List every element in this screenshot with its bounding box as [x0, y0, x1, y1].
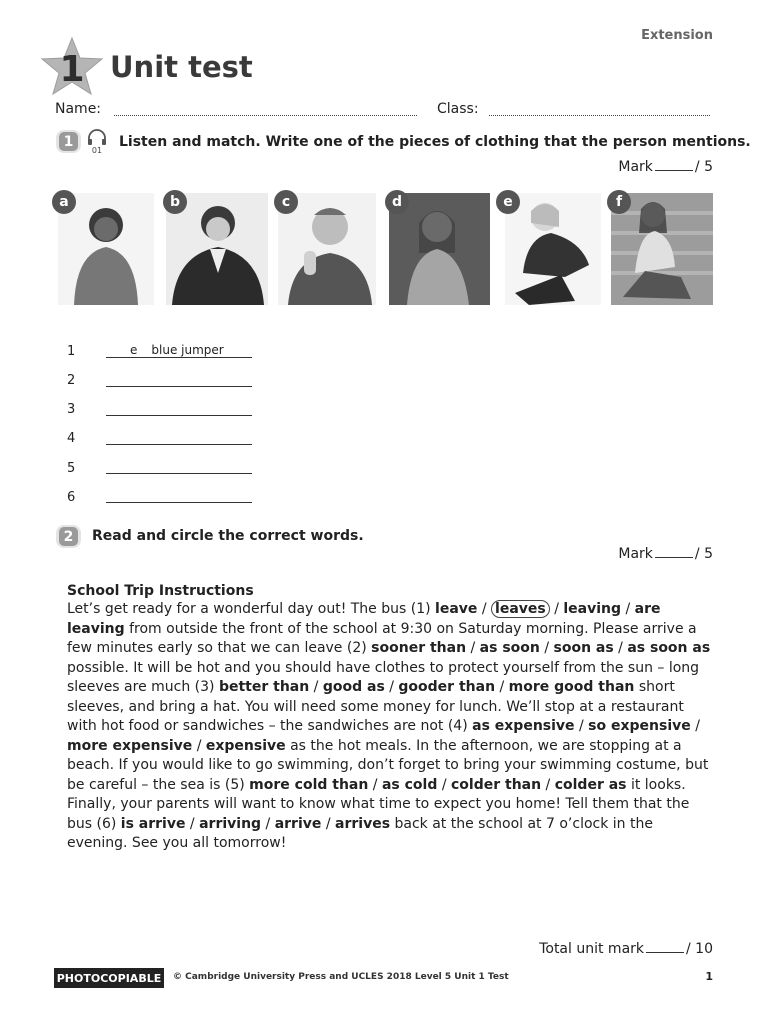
- exercise-1-instruction: Listen and match. Write one of the pieces of clothing that the person mentions.: [119, 134, 751, 150]
- extension-label: Extension: [641, 28, 713, 43]
- option-q1d[interactable]: are leaving: [67, 601, 661, 637]
- option-q5d[interactable]: colder as: [554, 776, 627, 793]
- answer-line[interactable]: [106, 459, 252, 474]
- option-q3b[interactable]: good as: [322, 679, 385, 695]
- option-q4a[interactable]: as expensive: [472, 718, 575, 734]
- option-q6d[interactable]: arrives: [335, 815, 391, 832]
- class-label: Class:: [437, 101, 479, 117]
- photo-e: [505, 193, 601, 305]
- page-number: 1: [705, 970, 713, 983]
- exercise-1-badge: 1: [56, 130, 81, 153]
- option-q3c[interactable]: gooder than: [398, 679, 496, 695]
- option-q2a[interactable]: sooner than: [371, 640, 467, 656]
- exercise-2-instruction: Read and circle the correct words.: [92, 528, 364, 544]
- photocopiable-badge: PHOTOCOPIABLE: [54, 968, 164, 988]
- option-q4b[interactable]: so expensive: [588, 718, 691, 734]
- option-q1c[interactable]: leaving: [563, 601, 622, 617]
- answer-number: 6: [67, 490, 76, 505]
- page-title: Unit test: [110, 50, 253, 84]
- option-q3d[interactable]: more good than: [508, 679, 635, 695]
- answer-line[interactable]: e blue jumper: [106, 343, 252, 358]
- photo-letter-b: b: [163, 190, 187, 214]
- option-q6b[interactable]: arriving: [199, 815, 262, 832]
- answer-number: 3: [67, 402, 76, 417]
- option-q2c[interactable]: soon as: [553, 640, 614, 656]
- copyright-text: © Cambridge University Press and UCLES 2018 Level 5 Unit 1 Test: [173, 972, 509, 982]
- audio-track: 01: [91, 146, 103, 154]
- name-label: Name:: [55, 101, 102, 117]
- mark-line[interactable]: [655, 557, 693, 558]
- option-q1a[interactable]: leave: [435, 601, 478, 617]
- option-q1b-circled[interactable]: leaves: [491, 600, 550, 618]
- unit-number: 1: [59, 49, 85, 90]
- mark-line[interactable]: [655, 170, 693, 171]
- exercise-1-mark: Mark / 5: [618, 159, 713, 175]
- option-q5b[interactable]: as cold: [381, 776, 438, 793]
- passage-text: Let’s get ready for a wonderful day out! The bus (1) leave / leaves / leaving / are leaving from outside the front of the school at 9:30 on Saturday morning. Please arrive a few minutes early so that we can leave (2) sooner than / as soon / soon as / as soon as possible. It will be hot and you should have clothes to protect yourself from the sun – long sleeves are much (3) better than / good as / gooder than / more good than short sleeves, and bring a hat. You will need some money for lunch. We’ll stop at a restaurant with hot food or sandwiches – the sandwiches are not (4) as expensive / so expensive / more expensive / expensive as the hot meals. In the afternoon, we are stopping at a beach. If you would like to go swimming, don’t forget to bring your swimming costume, but be careful – the sea is (5) more cold than / as cold / colder than / colder as it looks. Finally, your parents will want to know what time to expect you home! Tell them that the bus (6) is arrive / arriving / arrive / arrives back at the school at 7 o’clock in the evening. See you all tomorrow!: [67, 601, 711, 851]
- total-mark: Total unit mark / 10: [539, 941, 713, 957]
- option-q6c[interactable]: arrive: [274, 815, 322, 832]
- headphones-icon: [85, 128, 109, 154]
- answer-line[interactable]: [106, 401, 252, 416]
- option-q3a[interactable]: better than: [218, 679, 310, 695]
- exercise-2-mark: Mark / 5: [618, 546, 713, 562]
- exercise-2-badge: 2: [56, 525, 81, 548]
- answer-line[interactable]: [106, 372, 252, 387]
- photo-letter-f: f: [607, 190, 631, 214]
- answer-number: 5: [67, 461, 76, 476]
- class-field[interactable]: [489, 101, 710, 116]
- answer-number: 4: [67, 431, 76, 446]
- photo-letter-c: c: [274, 190, 298, 214]
- answer-number: 2: [67, 373, 76, 388]
- star-icon: [40, 36, 104, 96]
- option-q5c[interactable]: colder than: [451, 776, 542, 793]
- answer-number: 1: [67, 344, 76, 359]
- passage-title: School Trip Instructions: [67, 583, 254, 599]
- option-q6a[interactable]: is arrive: [120, 815, 186, 832]
- photo-letter-d: d: [385, 190, 409, 214]
- answer-line[interactable]: [106, 430, 252, 445]
- answer-line[interactable]: [106, 488, 252, 503]
- option-q4d[interactable]: expensive: [205, 737, 286, 754]
- option-q2d[interactable]: as soon as: [627, 640, 711, 656]
- option-q4c[interactable]: more expensive: [67, 737, 193, 754]
- option-q2b[interactable]: as soon: [479, 640, 540, 656]
- name-field[interactable]: [114, 101, 417, 116]
- option-q5a[interactable]: more cold than: [249, 776, 369, 793]
- photo-letter-a: a: [52, 190, 76, 214]
- total-mark-line[interactable]: [646, 952, 684, 953]
- photo-letter-e: e: [496, 190, 520, 214]
